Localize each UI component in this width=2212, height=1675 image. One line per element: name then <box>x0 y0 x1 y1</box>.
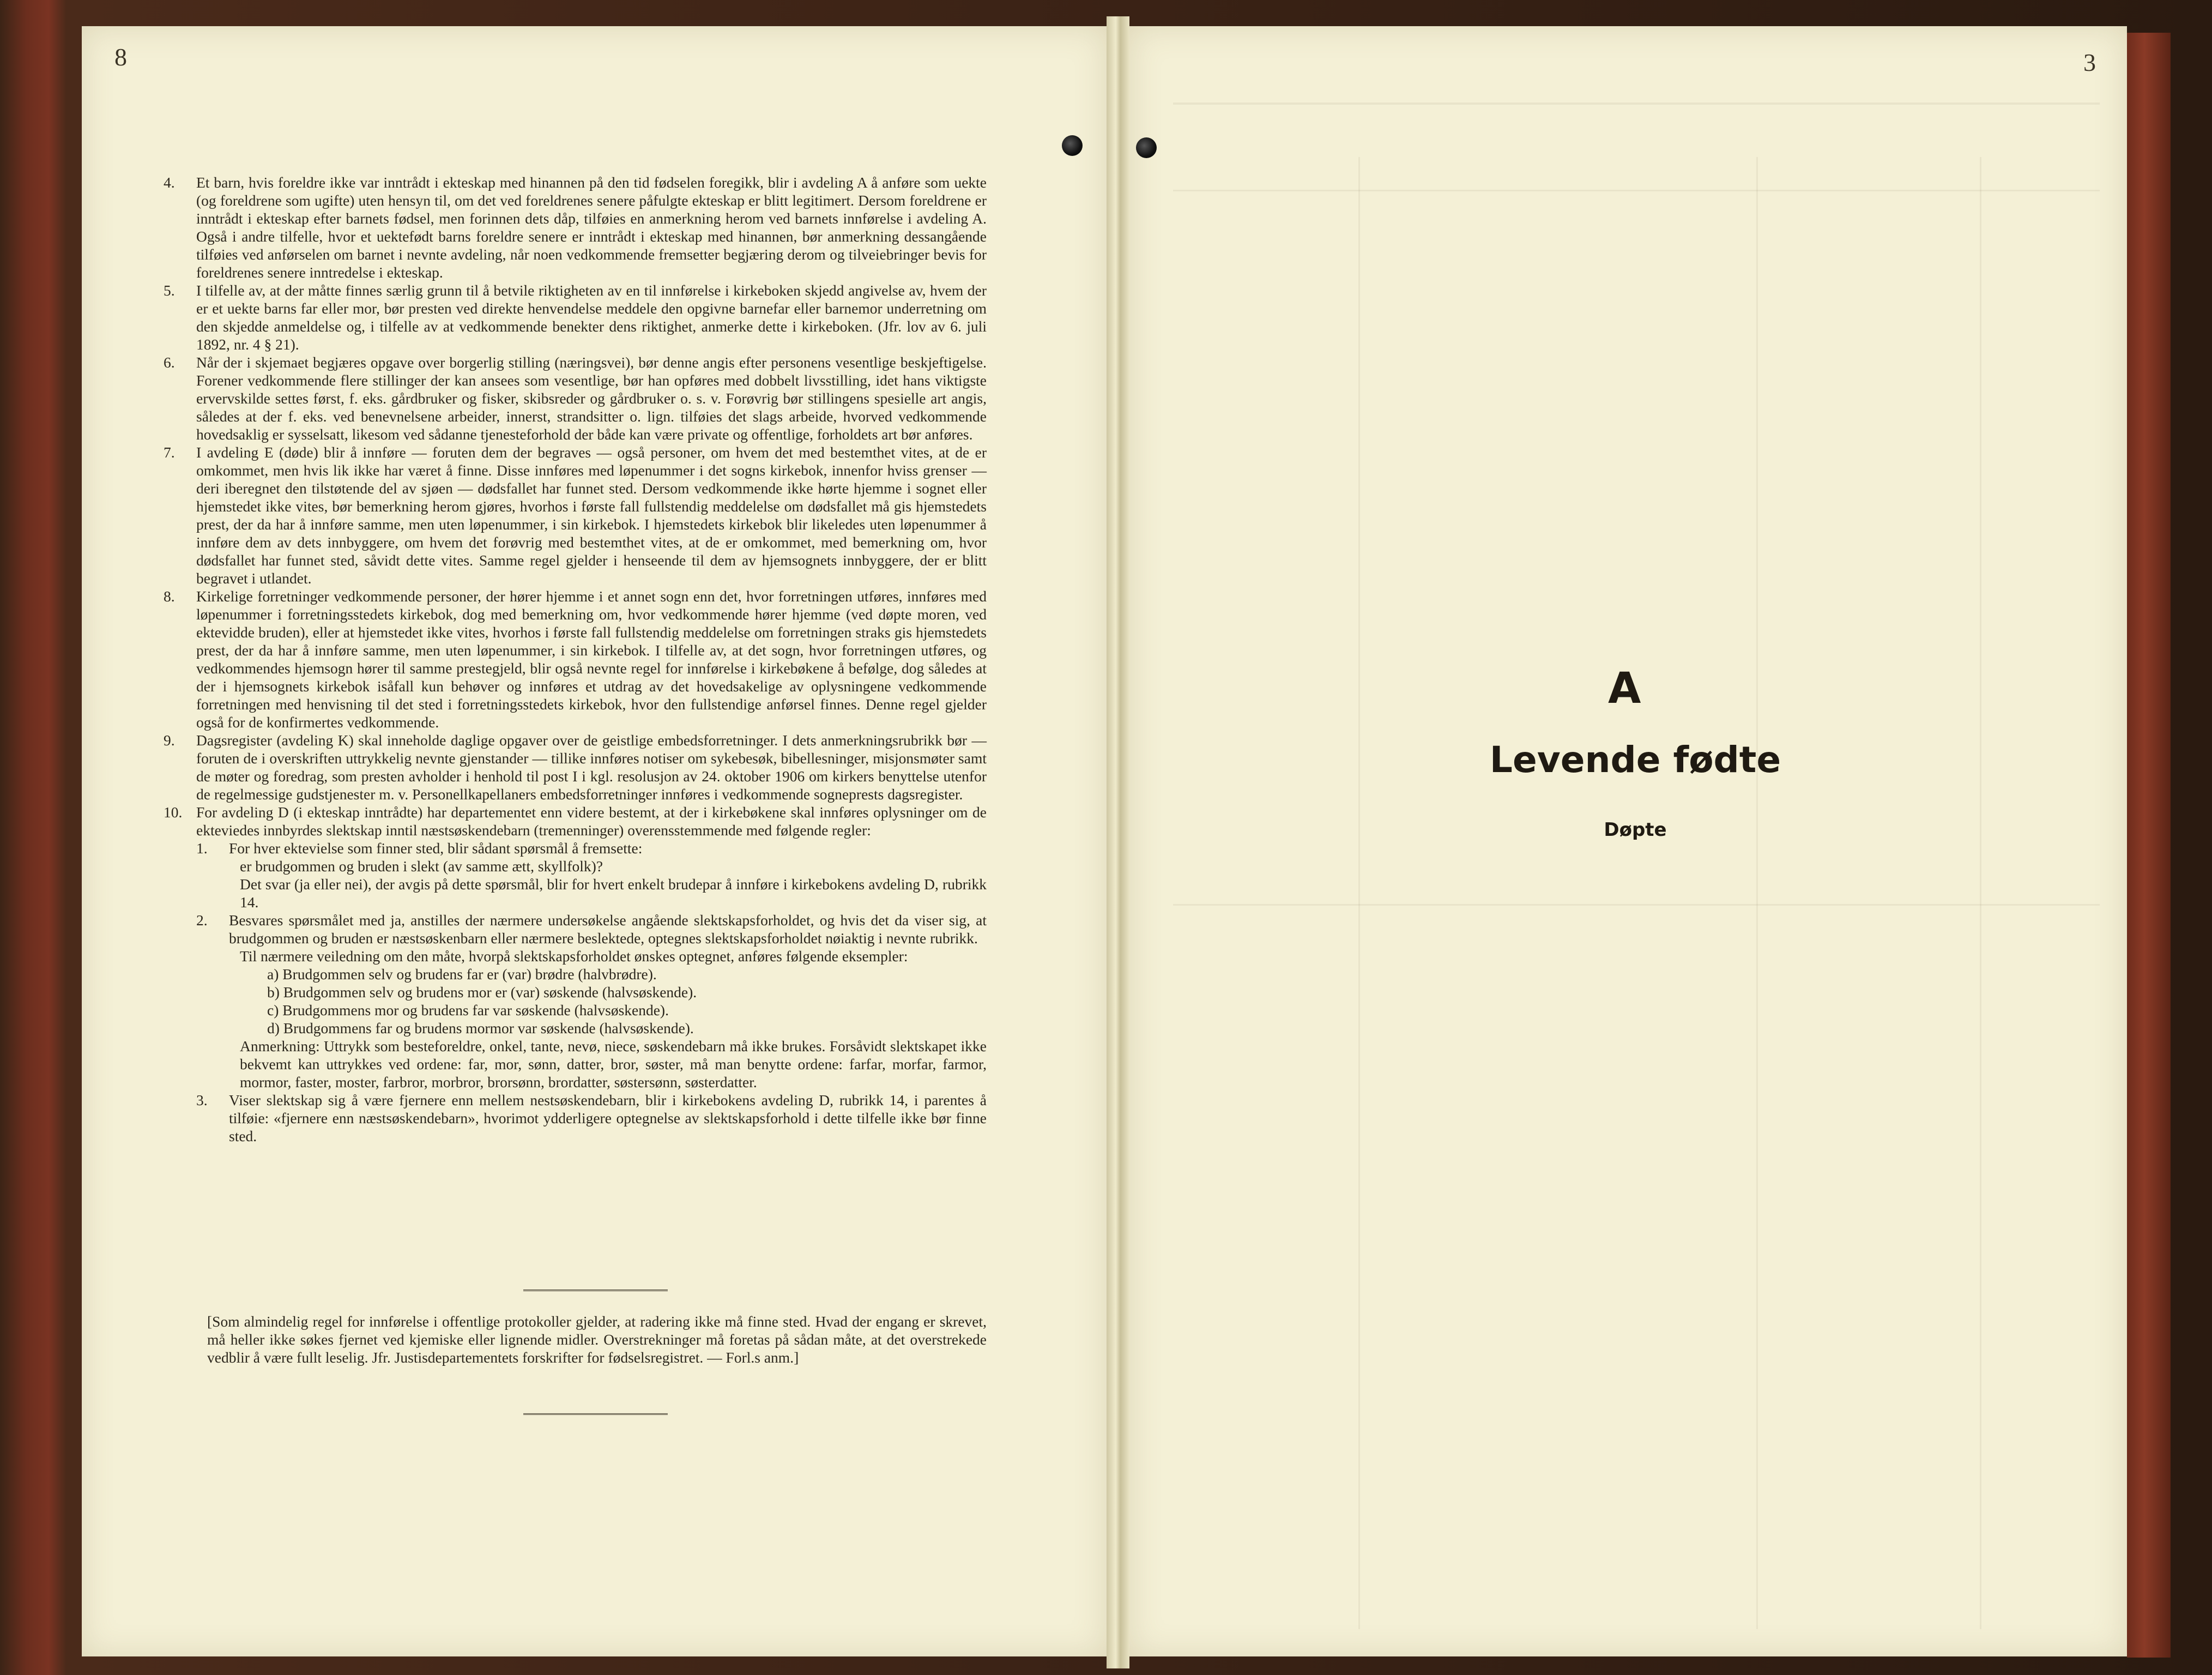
example-line: d) Brudgommens far og brudens mormor var søskende (halvsøskende). <box>267 1020 694 1037</box>
rule-item: 3. Viser slektskap sig å være fjernere enn mellem nestsøskendebarn, blir i kirkebokens avdeling D, rubrikk 14, i parentes å tilføie: «fjernere enn næstsøskendebarn», hvorimot ydderligere optegnelse av slektskapsforhold i dette tilfelle ikke bør finne sted. <box>196 1092 987 1144</box>
binding-hole-left <box>1062 135 1083 156</box>
section-title: Levende fødte <box>1489 739 1781 781</box>
instruction-item: 6. Når der i skjemaet begjæres opgave over borgerlig stilling (næringsvei), bør denne angis efter personens vesentlige beskjeftigelse. Forener vedkommende flere stillinger der kan ansees som vesentlige, bør han opføres med dobbelt livsstilling, idet hans viktigste ervervskilde settes først, f. eks. gårdbruker og fisker, skibsreder og gårdbruker o. s. v. Forøvrig bør stillingens spesielle art angis, således at der f. eks. ved benevnelsene arbeider, innerst, strandsitter o. lign. tilføies det slags arbeide, hvorved vedkommende hovedsaklig er sysselsatt, likesom ved sådanne tjenesteforhold der både kan være private og offentlige, forholdets art bør anføres. <box>164 354 987 443</box>
instruction-item: 7. I avdeling E (døde) blir å innføre — foruten dem der begraves — også personer, om hvem det med bestemthet vites, at de er omkommet, men hvis lik ikke har været å finne. Disse innføres med løpenummer i det sogns kirkebok, innenfor hviss grenser — deri iberegnet den tilstøtende del av sjøen — dødsfallet har funnet sted. Dersom vedkommende ikke hørte hjemme i sognet eller hjemstedet ikke vites, bør bemerkning herom gjøres, hvorhos i første fall fullstendig meddelelse om dødsfallet må gis hjemstedets prest, der da har å innføre samme, men uten løpenummer, i sin kirkebok. I hjemstedets kirkebok blir likeledes uten løpenummer å innføre dem av dets innbyggere, om hvem det forøvrig med bestemthet vites, at de er omkommet, med bemerkning om, hvor dødsfallet har funnet sted, såvidt dette vites. Samme regel gjelder i henseende til dem av hjemsognets innbyggere, der er blitt begravet i utlandet. <box>164 444 987 587</box>
bleed-through-line <box>1756 157 1758 1629</box>
example-line: a) Brudgommen selv og brudens far er (var) brødre (halvbrødre). <box>267 966 657 983</box>
cover-edge <box>2127 33 2171 1658</box>
binding-hole-right <box>1136 137 1157 158</box>
rule-question: er brudgommen og bruden i slekt (av samme ætt, skyllfolk)? <box>240 858 603 875</box>
rule-item: 1. For hver ektevielse som finner sted, blir sådant spørsmål å fremsette: <box>196 840 643 857</box>
book-spine <box>1107 16 1129 1668</box>
right-page <box>1129 26 2127 1656</box>
left-page-number: 8 <box>114 43 127 71</box>
instruction-item: 10. For avdeling D (i ekteskap inntrådte) har departementet enn videre bestemt, at der i kirkebøkene skal innføres oplysninger om de ekteviedes innbyrdes slektskap inntil næstsøskendebarn (tremenninger) overensstemmende med følgende regler: <box>164 804 987 839</box>
instruction-item: 9. Dagsregister (avdeling K) skal inneholde daglige opgaver over de geistlige embedsforretninger. I dets anmerkningsrubrikk bør — foruten de i overskriften uttrykkelig nevnte gjenstander — tillike innføres notiser om sykebesøk, bibellesninger, misjonsmøter samt de møter og foredrag, som presten avholder i henhold til post I i kgl. resolusjon av 24. oktober 1906 om kirkers benyttelse utenfor de regelmessige gudstjenester m. v. Personellkapellaners embedsforretninger innføres i vedkommende sogneprests dagsregister. <box>164 732 987 803</box>
instruction-item: 4. Et barn, hvis foreldre ikke var inntrådt i ekteskap med hinannen på den tid fødselen foregikk, blir i avdeling A å anføre som uekte (og foreldrene som ugifte) uten hensyn til, om det ved foreldrenes senere påfulgte ekteskap er blitt legitimert. Dersom foreldrene er inntrådt i ekteskap efter barnets fødsel, men forinnen dets dåp, tilføies en anmerkning herom ved barnets innførelse i avdeling A. Også i andre tilfelle, hvor et uektefødt barns foreldre senere er inntrådt i ekteskap med hinannen, bør anmerkning dessangående tilføies ved anførselen om barnet i nevnte avdeling, når noen vedkommende fremsetter begjæring derom og tilveiebringer bevis for foreldrenes senere inntredelse i ekteskap. <box>164 174 987 281</box>
rule-text: Det svar (ja eller nei), der avgis på dette spørsmål, blir for hvert enkelt brudepar å innføre i kirkebokens avdeling D, rubrikk 14. <box>240 876 987 911</box>
instructions-text <box>164 173 987 1145</box>
example-line: b) Brudgommen selv og brudens mor er (var) søskende (halvsøskende). <box>267 984 697 1001</box>
section-letter: A <box>1608 664 1641 713</box>
bleed-through-line <box>1173 190 2100 191</box>
divider-rule <box>523 1290 668 1291</box>
footnote: [Som almindelig regel for innførelse i offentlige protokoller gjelder, at radering ikke må finne sted. Hvad der engang er skrevet, må heller ikke søkes fjernet ved kjemiske eller lignende midler. Overstrekninger må foretas på sådan måte, at det overstrekede vedblir å være fullt leselig. Jfr. Justisdepartementets forskrifter for fødselsregistret. — Forl.s anm.] <box>207 1313 987 1366</box>
bleed-through-line <box>1980 157 1981 1629</box>
bleed-through-line <box>1173 103 2100 105</box>
bleed-through-line <box>1358 157 1360 1629</box>
bleed-through-line <box>1173 904 2100 906</box>
rule-text: Til nærmere veiledning om den måte, hvorpå slektskapsforholdet ønskes optegnet, anføres følgende eksempler: <box>240 948 908 965</box>
right-page-number: 3 <box>2083 49 2096 76</box>
annotation-note: Anmerkning: Uttrykk som besteforeldre, onkel, tante, nevø, niece, søskendebarn må ikke brukes. Forsåvidt slektskapet ikke bekvemt kan uttrykkes ved ordene: far, mor, sønn, datter, bror, søster, må man benytte ordene: farfar, morfar, farmor, mormor, faster, moster, farbror, morbror, brorsønn, brordatter, søstersønn, søsterdatter. <box>240 1038 987 1090</box>
instruction-item: 8. Kirkelige forretninger vedkommende personer, der hører hjemme i et annet sogn enn det, hvor forretningen utføres, innføres med løpenummer i forretningsstedets kirkebok, dog med bemerkning om, hvor vedkommende hører hjemme (ved døpte moren, ved ektevidde bruden), eller at hjemstedet ikke vites, hvorhos i første fall fullstendig meddelelse om forretningen straks gis hjemstedets prest, der da har å innføre samme, men uten løpenummer, i sin kirkebok. I tilfelle av, at det sogn, hvor forretningen utføres, og vedkommendes hjemsogn hører til samme prestegjeld, blir også nevnte regel for innførelse i kirkebøkene å befølge, dog således at der i hjemsognets kirkebok isåfall kun behøver og innføres et utdrag av det hovedsakelige av oplysningene vedkommende forretningen med henvisning til det sted i forretningsstedets kirkebok, hvor den fullstendige anførsel finnes. Denne regel gjelder også for de konfirmertes vedkommende. <box>164 588 987 731</box>
instruction-item: 5. I tilfelle av, at der måtte finnes særlig grunn til å betvile riktigheten av en til innførelse i kirkeboken skjedd angivelse av, hvem der er et uekte barns far eller mor, bør presten ved direkte henvendelse meddele den opgivne barnefar eller barnemor underretning om den skjedde anmeldelse og, i tilfelle av at vedkommende benekter dens riktighet, anmerke dette i kirkeboken. (Jfr. lov av 6. juli 1892, nr. 4 § 21). <box>164 282 987 353</box>
rule-item: 2. Besvares spørsmålet med ja, anstilles der nærmere undersøkelse angående slektskapsforholdet, og hvis det da viser sig, at brudgommen og bruden er næstsøskenbarn eller nærmere beslektede, optegnes slektskapsforholdet nøiaktig i nevnte rubrikk. <box>196 912 987 947</box>
section-subtitle: Døpte <box>1604 819 1667 841</box>
divider-rule <box>523 1413 668 1415</box>
example-line: c) Brudgommens mor og brudens far var søskende (halvsøskende). <box>267 1002 669 1019</box>
